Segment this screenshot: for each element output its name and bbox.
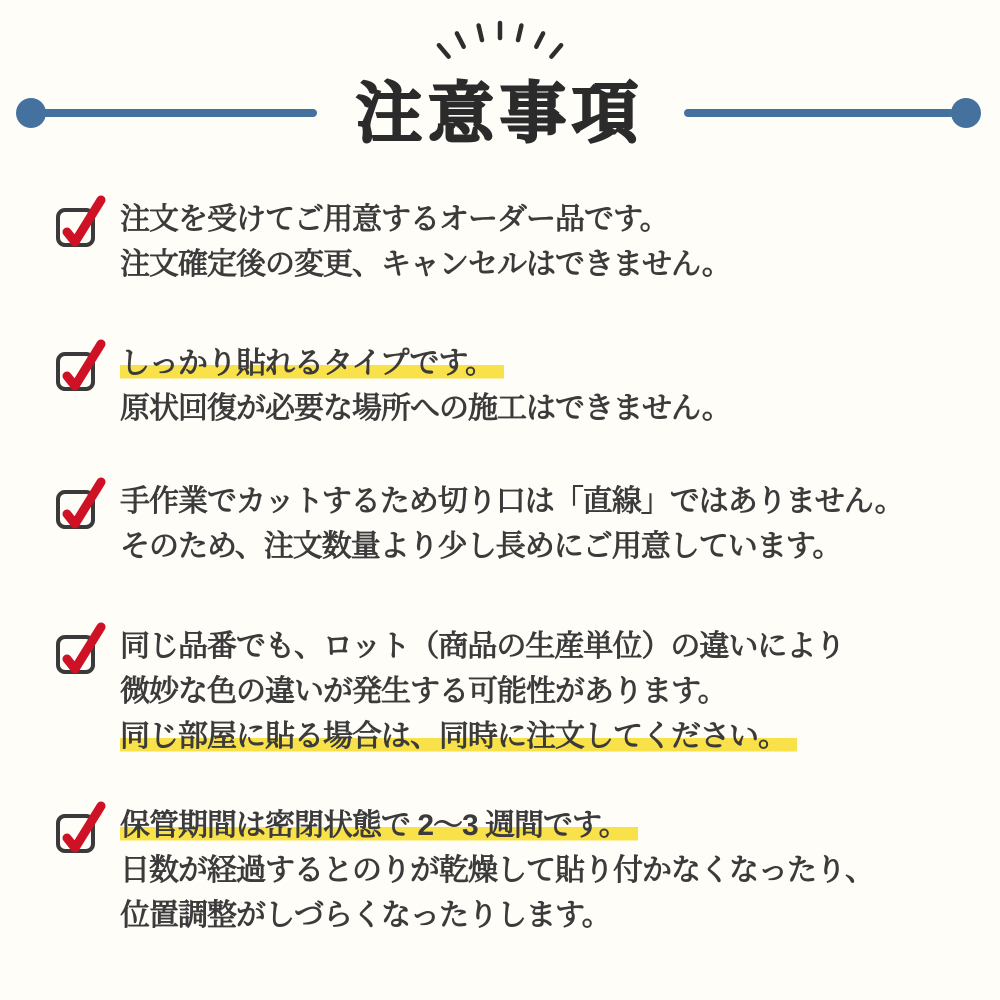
item-text: 注文を受けてご用意するオーダー品です。 (120, 203, 669, 236)
item-text-line (120, 714, 844, 759)
item-text: しっかり貼れるタイプです。 (120, 347, 504, 380)
item-text-line (120, 624, 844, 669)
item-text-line (120, 848, 874, 893)
checklist-item (54, 624, 844, 759)
item-text-block (120, 341, 731, 431)
item-text-block (120, 803, 874, 938)
item-text: 注文確定後の変更、キャンセルはできません。 (120, 248, 731, 281)
checked-checkbox-icon (54, 337, 106, 395)
checklist-item (54, 197, 731, 287)
item-text-line (120, 197, 731, 242)
accent-rule-right (684, 109, 954, 117)
checklist-item (54, 479, 904, 569)
item-text-line (120, 803, 874, 848)
item-text: 微妙な色の違いが発生する可能性があります。 (120, 675, 727, 708)
item-text-line (120, 524, 904, 569)
item-text: 保管期間は密閉状態で 2〜3 週間です。 (120, 809, 638, 842)
checked-checkbox-icon (54, 475, 106, 533)
item-text-line (120, 386, 731, 431)
item-text-line (120, 341, 731, 386)
item-text: 手作業でカットするため切り口は「直線」ではありません。 (120, 485, 904, 518)
item-text: そのため、注文数量より少し長めにご用意しています。 (120, 530, 842, 563)
item-text-block (120, 624, 844, 759)
item-text-line (120, 669, 844, 714)
item-text-block (120, 479, 904, 569)
checked-checkbox-icon (54, 620, 106, 678)
item-text-line (120, 242, 731, 287)
item-text: 位置調整がしづらくなったりします。 (120, 899, 611, 932)
item-text-block (120, 197, 731, 287)
item-text-line (120, 893, 874, 938)
accent-dot-right (951, 98, 981, 128)
checklist-item (54, 341, 731, 431)
item-text: 同じ品番でも、ロット（商品の生産単位）の違いにより (120, 630, 845, 663)
item-text: 日数が経過するとのりが乾燥して貼り付かなくなったり、 (120, 854, 874, 887)
item-text: 原状回復が必要な場所への施工はできません。 (120, 392, 731, 425)
item-text: 同じ部屋に貼る場合は、同時に注文してください。 (120, 720, 797, 753)
checked-checkbox-icon (54, 799, 106, 857)
checklist-item (54, 803, 874, 938)
page-title: 注意事項 (356, 76, 644, 150)
item-text-line (120, 479, 904, 524)
checked-checkbox-icon (54, 193, 106, 251)
